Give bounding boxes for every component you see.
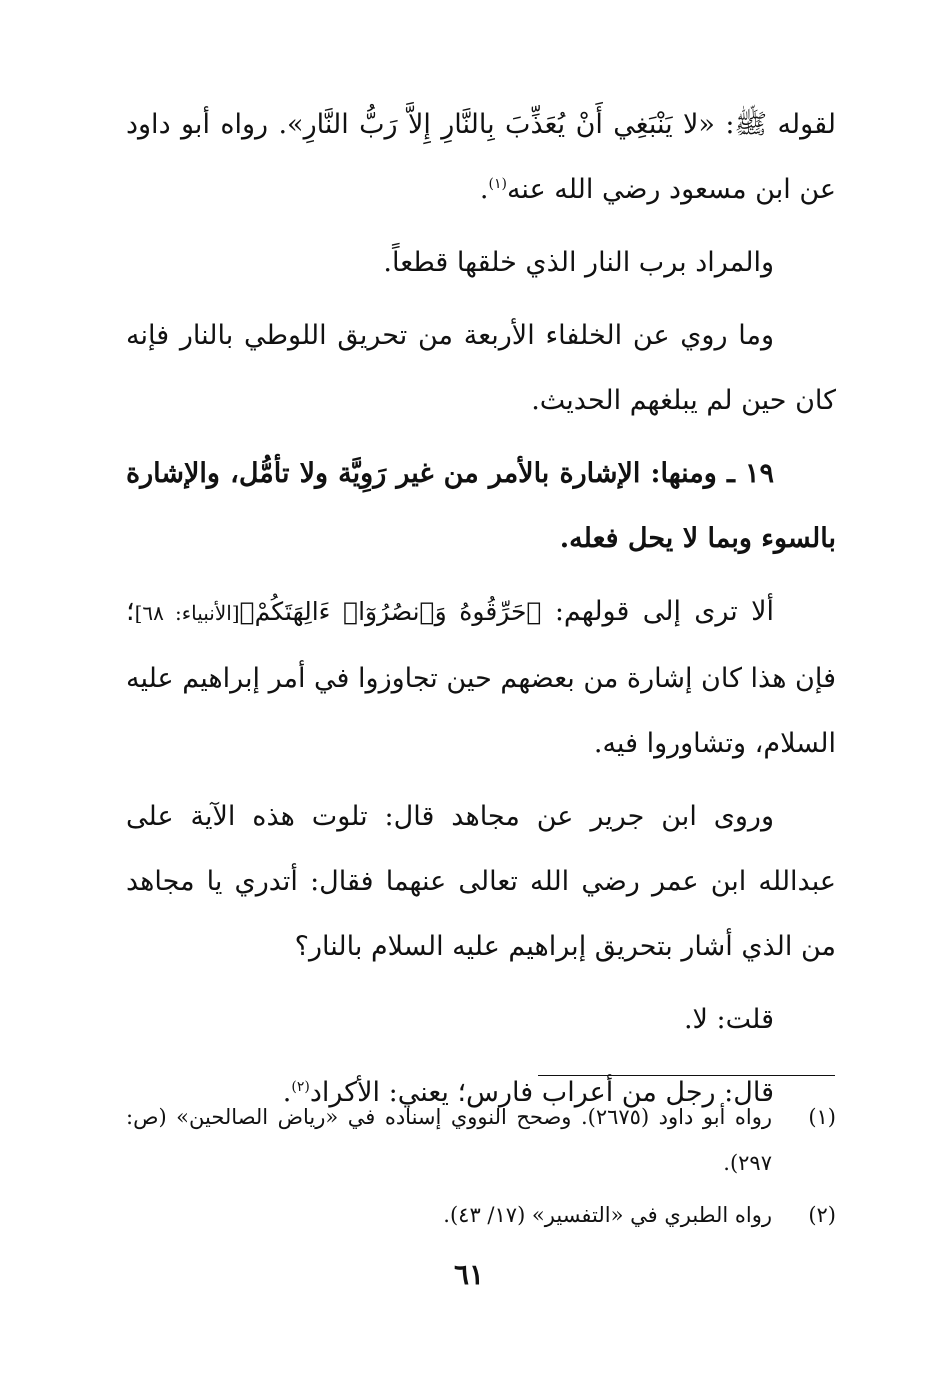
paragraph-reply: قلت: لا. [683,1004,774,1035]
verse-reference: [الأنبياء: ٦٨] [134,601,240,625]
footnote-text: رواه أبو داود (٢٦٧٥). وصحح النووي إسناده في «رياض الصالحين» (ص: ٢٩٧). [126,1105,773,1175]
footnote-ref-2[interactable]: (٢) [291,1079,310,1095]
period: . [479,174,489,205]
page-number: ٦١ [453,1258,485,1291]
paragraph-hadith [126,92,836,222]
footnote-1 [126,1094,836,1186]
period: . [282,1077,292,1108]
paragraph-meaning: والمراد برب النار الذي خلقها قطعاً. [383,247,774,278]
main-text [126,92,836,1133]
footnote-number: (٢) [808,1203,836,1227]
footnote-ref-1[interactable]: (١) [488,176,507,192]
footnote-text: رواه الطبري في «التفسير» (١٧/ ٤٣). [443,1203,772,1227]
quran-intro: ألا ترى إلى قولهم: [541,596,774,627]
paragraph-caliphs: وما روي عن الخلفاء الأربعة من تحريق اللوطي بالنار فإنه كان حين لم يبلغهم الحديث. [126,320,836,416]
quran-verse: ﴿حَرِّقُوهُ وَٱنصُرُوٓا۟ ءَالِهَتَكُمْ﴾ [239,597,542,626]
paragraph-narration: وروى ابن جرير عن مجاهد قال: تلوت هذه الآية على عبدالله ابن عمر رضي الله تعالى عنهما فقال: أتدري يا مجاهد من الذي أشار بتحريق إبراهيم عليه السلام بالنار؟ [126,801,836,962]
honorific: رضي الله عنه [506,174,661,205]
quran-commentary: ؛ فإن هذا كان إشارة من بعضهم حين تجاوزوا في أمر إبراهيم عليه السلام، وتشاوروا فيه. [125,596,836,759]
paragraph-quran [126,579,836,776]
hadith-text: لقوله ﷺ: «لا يَنْبَغِي أَنْ يُعَذِّبَ بِالنَّارِ إِلاَّ رَبُّ النَّارِ». رواه أبو داود عن ابن مسعود [126,109,836,205]
footnote-2 [126,1192,836,1238]
footnote-separator [538,1075,835,1076]
section-heading-19: ١٩ ـ ومنها: الإشارة بالأمر من غير رَوِيَّة ولا تأمُّل، والإشارة بالسوء وبما لا يحل فعله. [126,458,836,554]
footnote-number: (١) [808,1105,836,1129]
footnotes [126,1094,836,1244]
answer-text: قال: رجل من أعراب فارس؛ يعني: الأكراد [309,1077,774,1108]
